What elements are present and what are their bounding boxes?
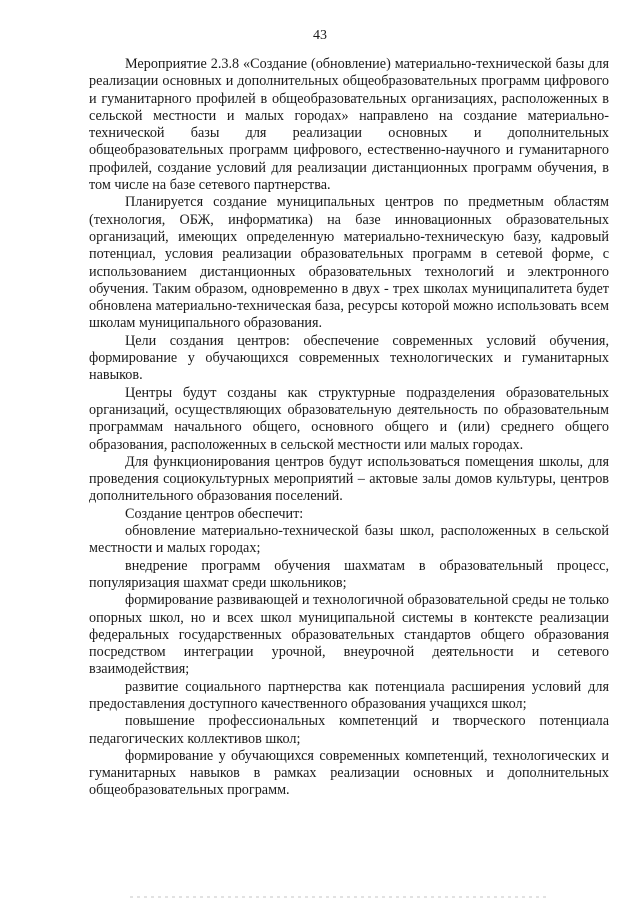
paragraph-goals: Цели создания центров: обеспечение современных условий обучения, формирование у обучающихся современных технологических и гуманитарных навыков. [89, 332, 609, 384]
scan-artifact [130, 896, 550, 898]
list-item-material-base: обновление материально-технической базы школ, расположенных в сельской местности и малых городах; [89, 523, 609, 557]
list-item-partnership: развитие социального партнерства как потенциала расширения условий для предоставления доступного качественного образования учащихся школ; [89, 678, 609, 712]
paragraph-municipal-centers: Планируется создание муниципальных центров по предметным областям (технология, ОБЖ, информатика) на базе инновационных образовательных организаций, имеющих определенную материально-техническую базу, кадровый потенциал, условия реализации образовательных программ в сетевой форме, с использованием дистанционных образовательных технологий и электронного обучения. Таким образом, одновременно в двух - трех школах муниципалитета будет обновлена материально-техническая база, ресурсы которой можно использовать всем школам муниципального образования. [89, 194, 609, 332]
paragraph-list-intro: Создание центров обеспечит: [125, 505, 304, 522]
list-item-competencies: повышение профессиональных компетенций и творческого потенциала педагогических коллективов школ; [89, 713, 609, 747]
list-item-environment: формирование развивающей и технологичной образовательной среды не только опорных школ, но и всех школ муниципальной системы в контексте реализации федеральных государственных образовательных стандартов общего образования посредством интеграции урочной, внеурочной деятельности и сетевого взаимодействия; [89, 592, 610, 678]
document-body [89, 56, 609, 800]
list-item-chess: внедрение программ обучения шахматам в образовательный процесс, популяризация шахмат среди школьников; [89, 557, 609, 591]
paragraph-event-2-3-8: Мероприятие 2.3.8 «Создание (обновление) материально-технической базы для реализации основных и дополнительных общеобразовательных программ цифрового и гуманитарного профилей в общеобразовательных организациях, расположенных в сельской местности и малых городах» направлено на создание материально-технической базы для реализации основных и дополнительных общеобразовательных программ цифрового, естественно-научного и гуманитарного профилей, создание условий для реализации дистанционных программ обучения, в том числе на базе сетевого партнерства. [89, 56, 609, 194]
paragraph-premises: Для функционирования центров будут использоваться помещения школы, для проведения социокультурных мероприятий – актовые залы домов культуры, центров дополнительного образования поселений. [89, 453, 609, 505]
list-item-skills: формирование у обучающихся современных компетенций, технологических и гуманитарных навыков в рамках реализации основных и дополнительных общеобразовательных программ. [89, 747, 609, 799]
paragraph-structure: Центры будут созданы как структурные подразделения образовательных организаций, осуществляющих образовательную деятельность по образовательным программам начального общего, основного общего и (или) среднего общего образования, расположенных в сельской местности или малых городах. [89, 384, 609, 453]
page-number: 43 [313, 28, 327, 43]
